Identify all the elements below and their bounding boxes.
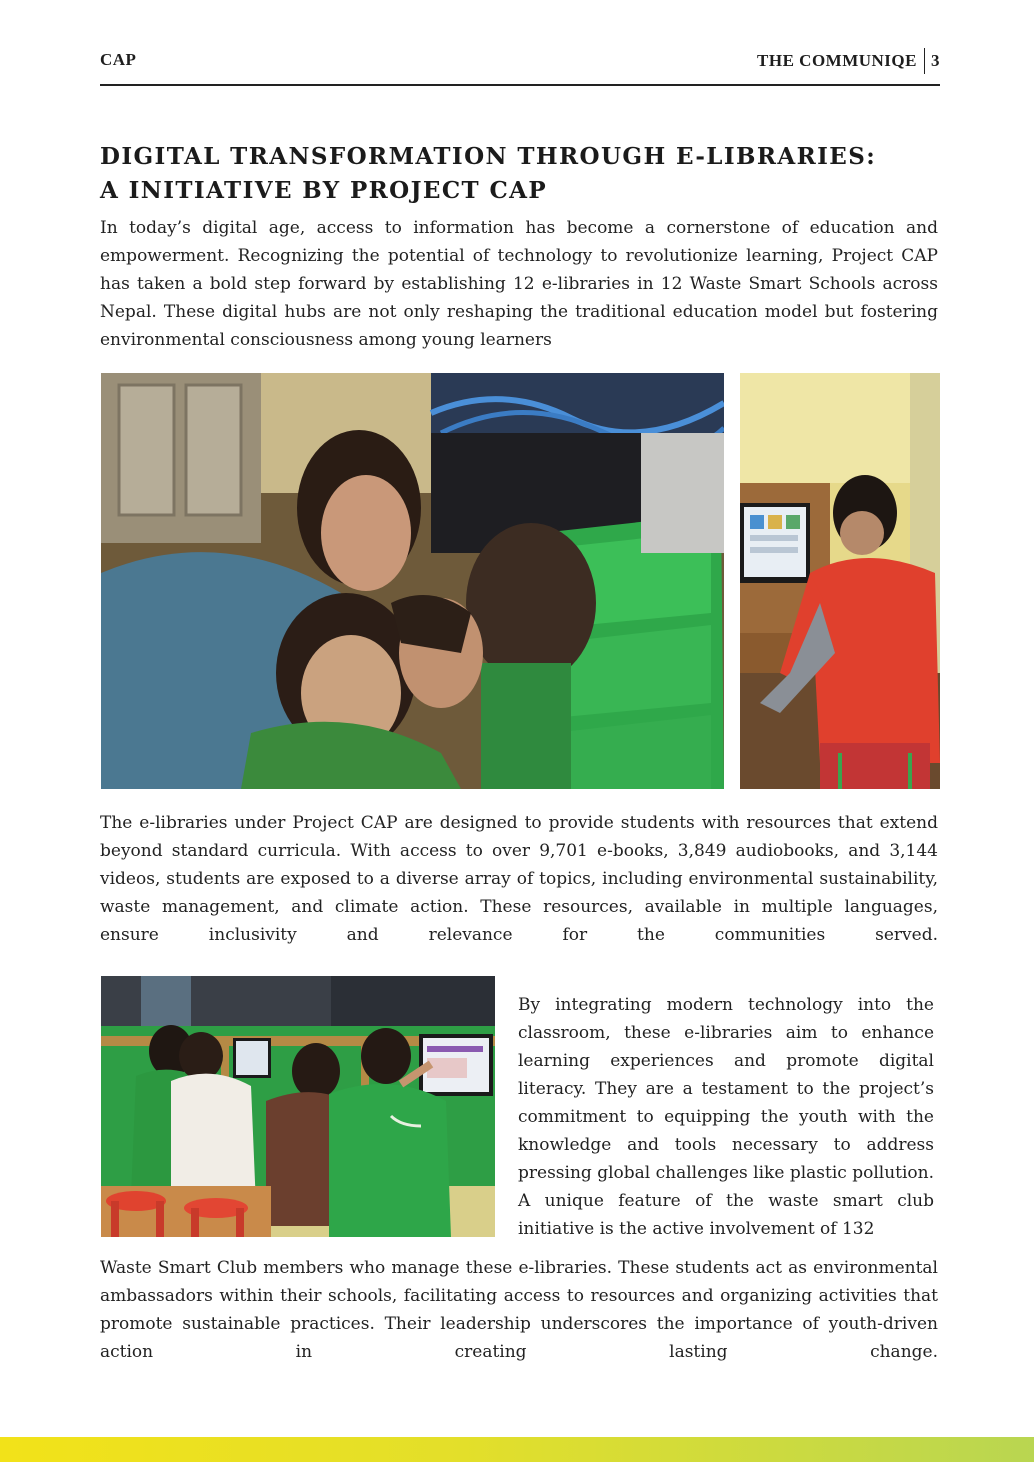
- photo-students-green-jackets: [101, 976, 495, 1237]
- footer-gradient-bar: [0, 1437, 1034, 1462]
- header-publication: [757, 48, 940, 74]
- paragraph-intro: In today’s digital age, access to information has become a cornerstone of education and empowerment. Recognizing the potential of technology to revolutionize learning, Project CAP has taken a bold step forward by establishing 12 e-libraries in 12 Waste Smart Schools across Nepal. These digital hubs are not only reshaping the traditional education model but fostering environmental consciousness among young learners: [100, 218, 938, 350]
- publication-name: THE COMMUNIQE: [757, 51, 917, 70]
- header-section-label: CAP: [100, 50, 137, 69]
- header-divider: [924, 48, 925, 74]
- paragraph-integration: By integrating modern technology into the classroom, these e-libraries aim to enhance learning experiences and promote digital literacy. They are a testament to the project’s commitment to equipping the youth with the knowledge and tools necessary to address pressing global challenges like plastic pollution. A unique feature of the waste smart club initiative is the active involvement of 132: [518, 995, 934, 1239]
- paragraph-resources: The e-libraries under Project CAP are designed to provide students with resources that extend beyond standard curricula. With access to over 9,701 e-books, 3,849 audiobooks, and 3,144 videos, students are exposed to a diverse array of topics, including environmental sustainability, waste management, and climate action. These resources, available in multiple languages, ensure inclusivity and relevance for the communities served.: [100, 813, 938, 945]
- paragraph-club-members: Waste Smart Club members who manage these e-libraries. These students act as environmental ambassadors within their schools, facilitating access to resources and organizing activities that promote sustainable practices. Their leadership underscores the importance of youth-driven action in creating lasting change.: [100, 1258, 938, 1362]
- article-title-line-1: DIGITAL TRANSFORMATION THROUGH E-LIBRARIES:: [100, 143, 877, 170]
- article-title-line-2: A INITIATIVE BY PROJECT CAP: [100, 177, 548, 204]
- photo-teacher-with-students: [101, 373, 724, 789]
- header-rule: [100, 84, 940, 86]
- article-title: [100, 140, 940, 208]
- photo-student-at-computer: [740, 373, 940, 789]
- page-number: 3: [931, 51, 940, 70]
